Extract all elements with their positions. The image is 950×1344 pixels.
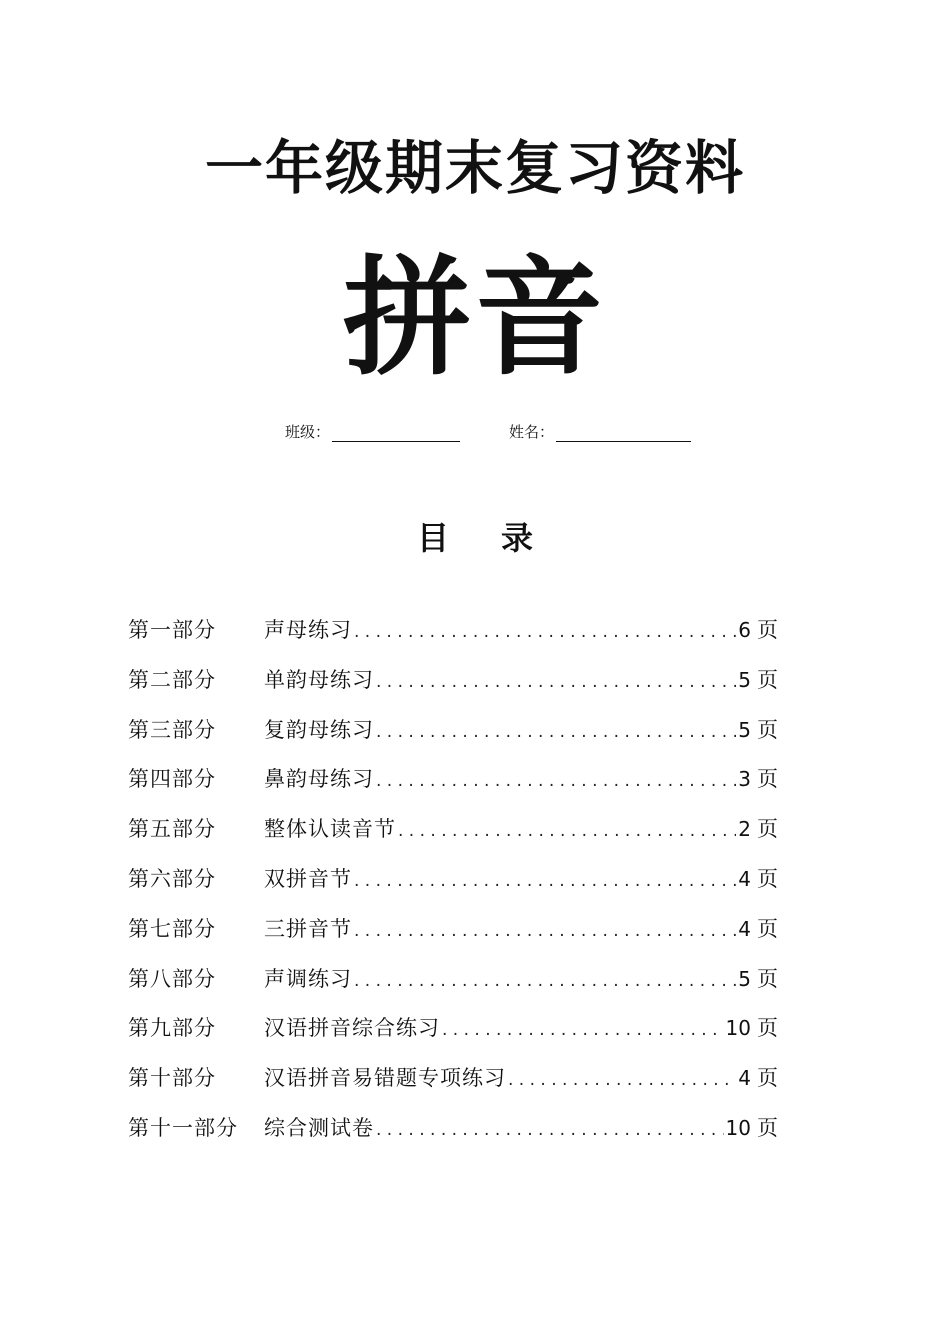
toc-dot-leader [442, 1020, 724, 1040]
toc-part-label: 第二部分 [128, 667, 216, 692]
toc-dot-leader [354, 921, 736, 941]
toc-section-name: 声调练习 [264, 966, 352, 991]
name-blank-line [556, 421, 691, 442]
toc-page-unit: 页 [757, 767, 778, 792]
class-field [285, 412, 460, 442]
toc-section-name: 鼻韵母练习 [264, 767, 374, 792]
toc-section-name: 单韵母练习 [264, 667, 374, 692]
toc-part-label: 第六部分 [128, 866, 216, 891]
toc-page-unit: 页 [757, 1066, 778, 1091]
toc-part-label: 第七部分 [128, 916, 216, 941]
table-of-contents [128, 614, 778, 1162]
toc-page-unit: 页 [757, 618, 778, 642]
toc-part-label: 第十部分 [128, 1066, 216, 1091]
toc-dot-leader [354, 871, 736, 891]
toc-part-label: 第三部分 [128, 717, 216, 742]
toc-section-name: 复韵母练习 [264, 717, 374, 742]
toc-section-name: 汉语拼音综合练习 [264, 1016, 440, 1041]
name-field [509, 412, 691, 442]
toc-part-label: 第四部分 [128, 767, 216, 792]
toc-page-count: 10 [725, 1115, 751, 1140]
toc-section-name: 汉语拼音易错题专项练习 [264, 1066, 506, 1091]
toc-section-name: 声母练习 [264, 618, 352, 642]
toc-page-count: 5 [738, 966, 751, 991]
toc-dot-leader [376, 771, 736, 791]
toc-page-unit: 页 [757, 667, 778, 692]
toc-section-name: 三拼音节 [264, 916, 352, 941]
toc-dot-leader [398, 821, 736, 841]
toc-entry [128, 664, 778, 714]
toc-entry [128, 913, 778, 963]
toc-entry [128, 1012, 778, 1062]
toc-part-label: 第一部分 [128, 618, 216, 642]
toc-entry [128, 1062, 778, 1112]
name-label: 姓名： [509, 423, 555, 441]
toc-page-count: 5 [738, 667, 751, 692]
toc-part-label: 第九部分 [128, 1016, 216, 1041]
document-title: 一年级期末复习资料 [204, 134, 745, 202]
toc-page-unit: 页 [757, 717, 778, 742]
toc-dot-leader [376, 672, 736, 692]
student-info-row [0, 412, 950, 442]
toc-heading-first: 目 [416, 519, 449, 557]
toc-entry [128, 714, 778, 764]
toc-section-name: 双拼音节 [264, 866, 352, 891]
toc-section-name: 综合测试卷 [264, 1115, 374, 1140]
toc-entry [128, 763, 778, 813]
toc-part-label: 第八部分 [128, 966, 216, 991]
toc-entry [128, 813, 778, 863]
toc-page-count: 6 [738, 618, 751, 642]
class-blank-line [332, 421, 460, 442]
toc-page-count: 4 [738, 1066, 751, 1091]
toc-page-unit: 页 [757, 966, 778, 991]
toc-entry [128, 1112, 778, 1162]
toc-page-count: 5 [738, 717, 751, 742]
toc-entry [128, 614, 778, 664]
toc-entry [128, 963, 778, 1013]
toc-section-name: 整体认读音节 [264, 817, 396, 842]
toc-part-label: 第五部分 [128, 817, 216, 842]
toc-page-unit: 页 [757, 916, 778, 941]
toc-heading [0, 510, 950, 566]
toc-dot-leader [354, 622, 736, 642]
toc-page-count: 4 [738, 866, 751, 891]
toc-page-unit: 页 [757, 1115, 778, 1140]
toc-dot-leader [508, 1070, 736, 1090]
toc-entry [128, 863, 778, 913]
toc-dot-leader [376, 722, 736, 742]
toc-page-count: 4 [738, 916, 751, 941]
toc-page-unit: 页 [757, 817, 778, 842]
toc-dot-leader [376, 1120, 724, 1140]
toc-dot-leader [354, 971, 736, 991]
toc-part-label: 第十一部分 [128, 1115, 238, 1140]
toc-page-count: 2 [738, 817, 751, 842]
toc-page-count: 10 [725, 1016, 751, 1041]
toc-page-count: 3 [738, 767, 751, 792]
subject-title: 拼音 [342, 243, 607, 393]
class-label: 班级： [285, 423, 331, 441]
toc-page-unit: 页 [757, 866, 778, 891]
toc-page-unit: 页 [757, 1016, 778, 1041]
toc-heading-second: 录 [501, 519, 534, 557]
